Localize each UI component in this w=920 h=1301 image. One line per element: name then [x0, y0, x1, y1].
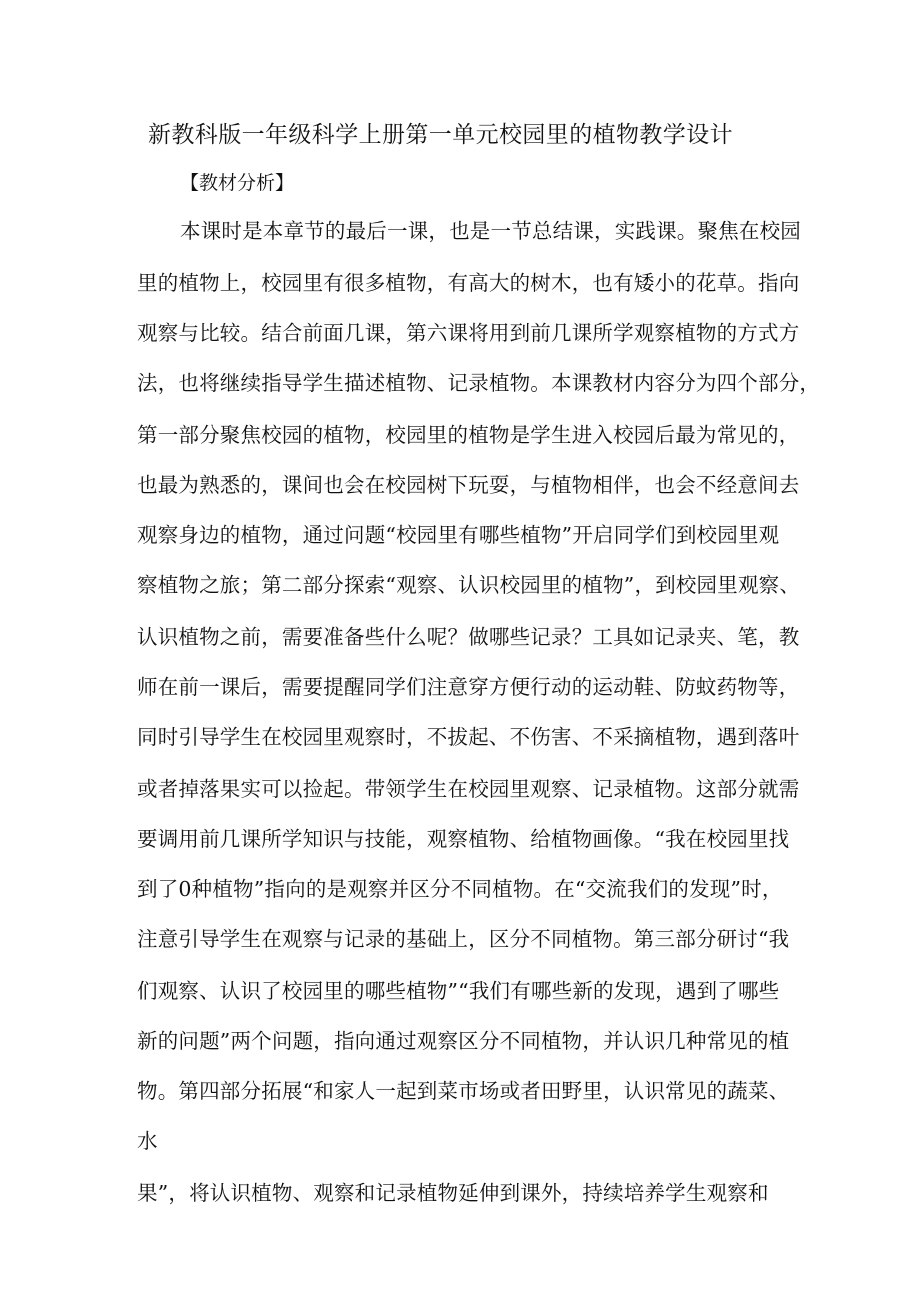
paragraph-line: 物。第四部分拓展“和家人一起到菜市场或者田野里，认识常见的蔬菜、	[137, 1079, 790, 1103]
paragraph-line: 本课时是本章节的最后一课，也是一节总结课，实践课。聚焦在校园	[180, 219, 801, 243]
paragraph-line: 认识植物之前，需要准备些什么呢？做哪些记录？工具如记录夹、笔，教	[137, 625, 800, 649]
paragraph-line: 或者掉落果实可以捡起。带领学生在校园里观察、记录植物。这部分就需	[137, 777, 800, 801]
paragraph-line: 察植物之旅；第二部分探索“观察、认识校园里的植物”，到校园里观察、	[137, 573, 801, 597]
paragraph-line: 们观察、认识了校园里的哪些植物”“我们有哪些新的发现，遇到了哪些	[137, 979, 780, 1003]
paragraph-line: 新的问题”两个问题，指向通过观察区分不同植物，并认识几种常见的植	[137, 1029, 790, 1053]
paragraph-line: 里的植物上，校园里有很多植物，有高大的树木，也有矮小的花草。指向	[137, 271, 800, 295]
paragraph-line: 观察与比较。结合前面几课，第六课将用到前几课所学观察植物的方式方	[137, 321, 800, 345]
paragraph-line: 观察身边的植物，通过问题“校园里有哪些植物”开启同学们到校园里观	[137, 523, 780, 547]
paragraph-line: 师在前一课后，需要提醒同学们注意穿方便行动的运动鞋、防蚊药物等，	[137, 675, 800, 699]
paragraph-line: 要调用前几课所学知识与技能，观察植物、给植物画像。“我在校园里找	[137, 827, 790, 851]
paragraph-line: 到了0种植物”指向的是观察并区分不同植物。在“交流我们的发现”时，	[137, 877, 783, 901]
paragraph-line: 注意引导学生在观察与记录的基础上，区分不同植物。第三部分研讨“我	[137, 927, 790, 951]
paragraph-line: 法，也将继续指导学生描述植物、记录植物。本课教材内容分为四个部分，	[137, 371, 821, 395]
section-heading-textbook-analysis: 【教材分析】	[180, 172, 295, 194]
paragraph-line: 果”，将认识植物、观察和记录植物延伸到课外，持续培养学生观察和	[137, 1181, 769, 1205]
paragraph-line: 水	[137, 1129, 158, 1153]
paragraph-line: 第一部分聚焦校园的植物，校园里的植物是学生进入校园后最为常见的，	[137, 423, 800, 447]
document-title: 新教科版一年级科学上册第一单元校园里的植物教学设计	[148, 122, 733, 148]
paragraph-line: 也最为熟悉的，课间也会在校园树下玩耍，与植物相伴，也会不经意间去	[137, 473, 800, 497]
paragraph-line: 同时引导学生在校园里观察时，不拔起、不伤害、不采摘植物，遇到落叶	[137, 725, 800, 749]
